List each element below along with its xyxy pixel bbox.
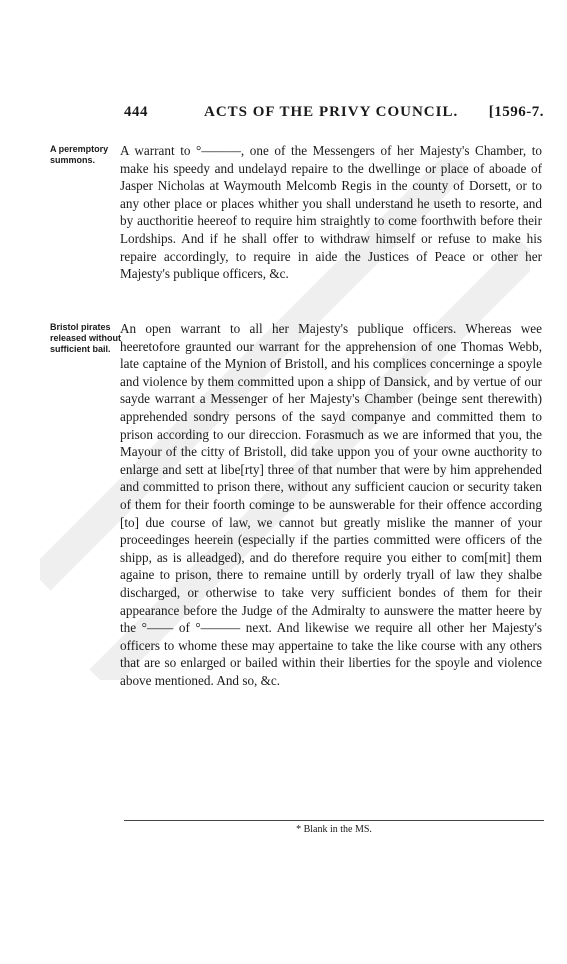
paragraph-warrant: A warrant to °———, one of the Messengers of her Majesty's Chamber, to make his speedy and undelayd repaire to the dwellinge or place of aboade of Jasper Nicholas at Waymouth Melcomb Regis in the county of Dorsett, or to any other place or places whither you shall understand he useth to resorte, and by aucthoritie heereof to require him straightly to come foorthwith before their Lordships. And if he shall offer to withdraw himself or refuse to make his repaire accordingly, to require in aide the Justices of Peace or other her Majesty's publique officers, &c. [120, 143, 542, 282]
running-header [124, 104, 544, 126]
footnote-divider [124, 820, 544, 821]
footnote: * Blank in the MS. [296, 824, 372, 835]
margin-note-bristol: Bristol pirates released without sufficient bail. [50, 322, 122, 354]
paragraph-open-warrant: An open warrant to all her Majesty's publique officers. Whereas wee heeretofore graunted our warrant for the apprehension of one Thomas Webb, late captaine of the Mynion of Bristoll, and his complices concerninge a spoyle and violence by them committed upon a shipp of Dansick, and by vertue of our sayde warrant a Messenger of her Majesty's Chamber (beinge sent therewith) apprehended sondry persons of the sayd companye and committed them to prison according to our direccion. Forasmuch as we are informed that you, the Mayour of the citty of Bristoll, did take uppon you of your owne aucthority to enlarge and sett at libe[rty] three of that number that were by him apprehended and committed to prison there, without any sufficient caucion or security taken of them for their foorth cominge to be aunswerable for their offence according [to] due course of law, we cannot but greatly mislike the manner of your proceedinges heerein (especially if the parties committed were officers of the shipp, as is alleadged), and do therefore require you either to com[mit] them againe to prison, there to remaine untill by orderly tryall of law they shalbe discharged, or otherwise to take very sufficient bondes of them for their appearance before the Judge of the Admiralty to aunswere the matter heere by the °—— of °——— next. And likewise we require all other her Majesty's officers to whome these may appertaine to take the like course with any others that are so enlarged or bailed within their liberties for the spoyle and violence above mentioned. And so, &c. [120, 321, 542, 688]
year-label: [1596-7. [488, 104, 544, 120]
margin-note-summons: A peremptory summons. [50, 144, 109, 165]
page-number: 444 [124, 104, 148, 120]
running-title: ACTS OF THE PRIVY COUNCIL. [204, 104, 459, 120]
